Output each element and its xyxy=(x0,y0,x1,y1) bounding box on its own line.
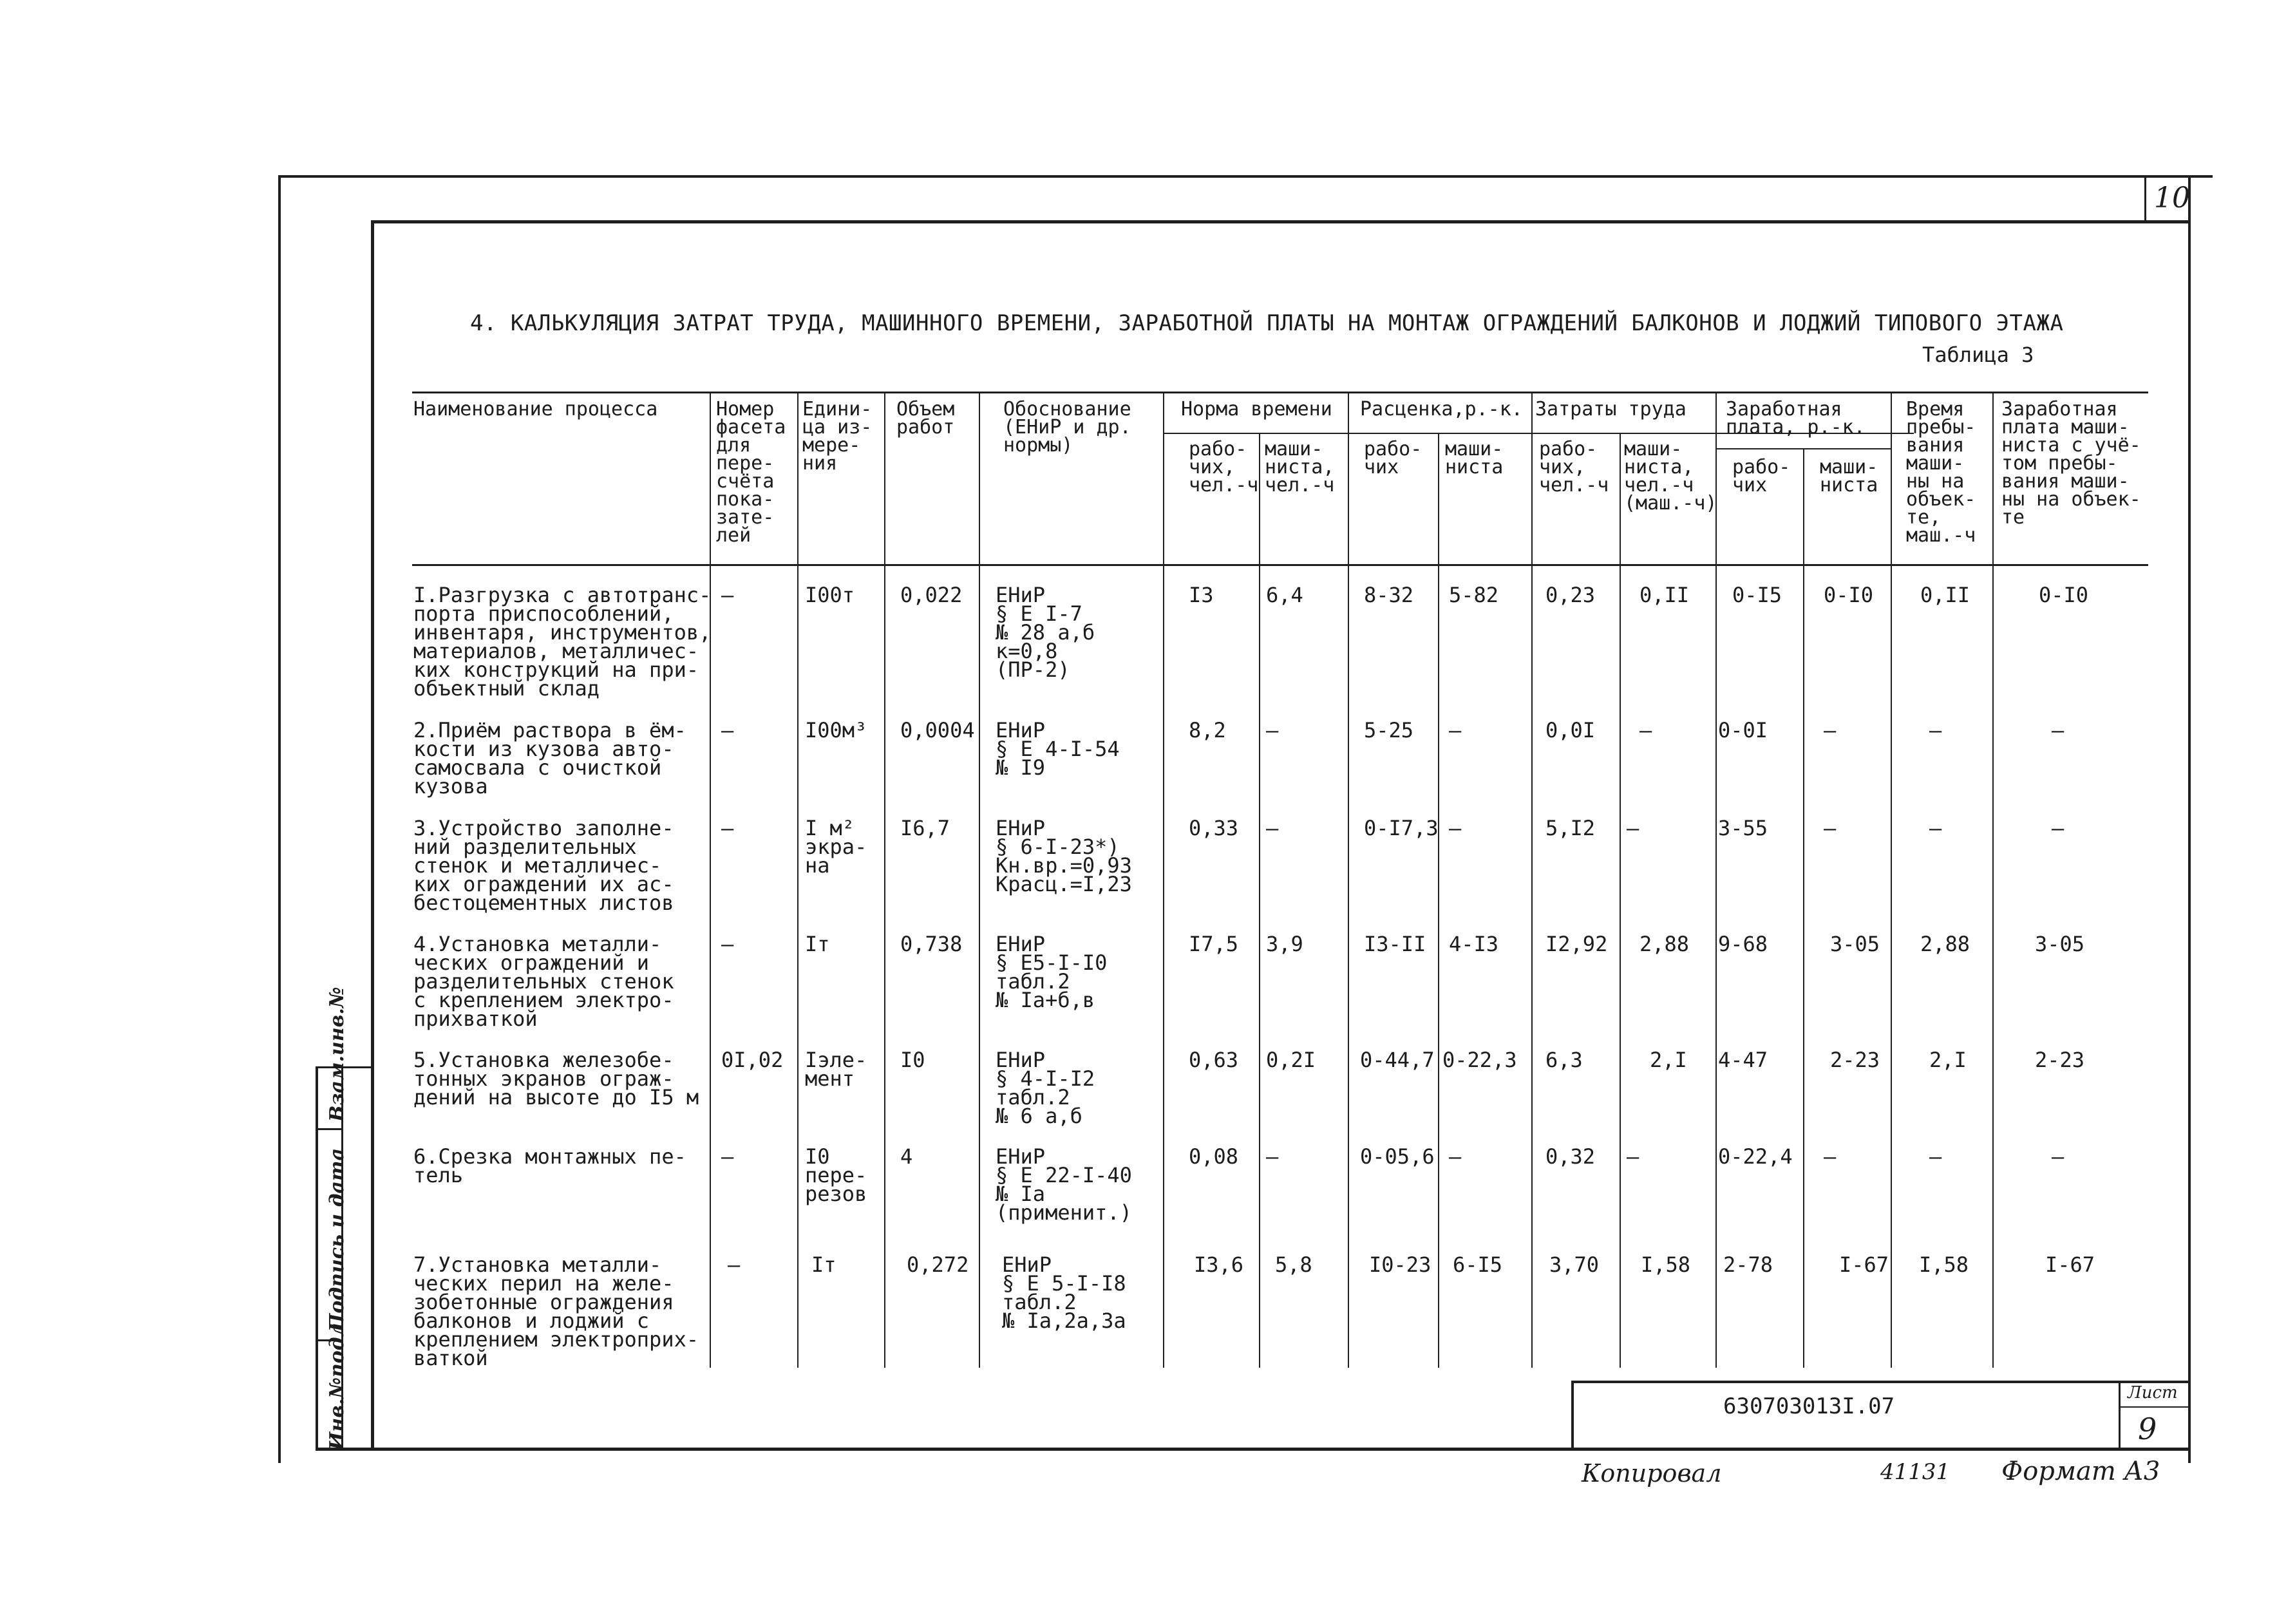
cell-machine-time: 2,I xyxy=(1929,1048,1967,1072)
cell-process: 5.Установка железобе- тонных экранов ограж- дений на высоте до I5 м xyxy=(413,1048,699,1109)
col-line-10 xyxy=(1620,433,1621,1368)
cell-salary-machinist: 3-05 xyxy=(1830,932,1880,956)
cell-rate-workers: 8-32 xyxy=(1364,583,1414,607)
header-salary-group: Заработная плата, р.-к. xyxy=(1726,398,1866,439)
cell-machine-time: – xyxy=(1929,816,1942,840)
cell-salary-workers: 3-55 xyxy=(1718,816,1768,840)
stamp-left xyxy=(316,1066,318,1450)
cell-labor-workers: 0,0I xyxy=(1545,718,1596,742)
cell-unit: Iт xyxy=(805,932,830,956)
header-volume: Объем работ xyxy=(896,398,955,439)
cell-facet: – xyxy=(721,1144,734,1169)
col-line-12 xyxy=(1803,448,1804,1368)
cell-facet: – xyxy=(728,1252,741,1277)
cell-machine-time: 2,88 xyxy=(1920,932,1970,956)
cell-salary-workers: 2-78 xyxy=(1723,1252,1773,1277)
cell-rate-machinist: – xyxy=(1449,816,1462,840)
cell-norm-workers: 0,33 xyxy=(1189,816,1239,840)
cell-facet: – xyxy=(721,583,734,607)
col-line-11 xyxy=(1715,392,1717,1368)
cell-process: 2.Приём раствора в ём- кости из кузова авто- самосвала с очисткой кузова xyxy=(413,718,686,798)
cell-unit: Iт xyxy=(811,1252,836,1277)
cell-norm-workers: I3,6 xyxy=(1194,1252,1244,1277)
header-rate-group: Расценка,р.-к. xyxy=(1360,398,1523,420)
cell-rate-machinist: 5-82 xyxy=(1449,583,1499,607)
titleblock-sheet-divider xyxy=(2119,1381,2121,1450)
cell-volume: I6,7 xyxy=(900,816,950,840)
header-basis: Обоснование (ЕНиР и др. нормы) xyxy=(1003,398,1131,457)
cell-rate-workers: I3-II xyxy=(1364,932,1426,956)
cell-machine-salary: 3-05 xyxy=(2035,932,2085,956)
cell-labor-workers: 6,3 xyxy=(1545,1048,1583,1072)
page-number-box-left xyxy=(2144,175,2146,222)
col-line-14 xyxy=(1992,392,1994,1368)
outer-frame-right xyxy=(2188,175,2191,1463)
stamp-replaced-inv: Взам.инв.№ xyxy=(326,987,348,1122)
cell-rate-workers: 0-I7,3 xyxy=(1364,816,1439,840)
cell-basis: ЕНиР § Е 4-I-54 № I9 xyxy=(996,718,1120,780)
stamp-signature-date: Подпись и дата xyxy=(326,1147,348,1332)
header-labor-machinist: маши- ниста, чел.-ч (маш.-ч) xyxy=(1624,438,1717,515)
table-top-rule xyxy=(412,392,2148,393)
inner-frame-top xyxy=(371,220,2188,223)
cell-salary-machinist: – xyxy=(1824,1144,1837,1169)
titleblock-top xyxy=(1571,1381,2189,1383)
header-facet: Номер фасета для пере- счёта пока- зате- лей xyxy=(716,398,786,547)
cell-salary-machinist: – xyxy=(1824,816,1837,840)
col-line-4 xyxy=(979,392,980,1368)
cell-unit: I0 пере- резов xyxy=(805,1144,867,1206)
col-line-1 xyxy=(710,392,711,1368)
header-norm-machinist: маши- ниста, чел.-ч xyxy=(1265,438,1335,496)
cell-rate-machinist: – xyxy=(1449,718,1462,742)
cell-salary-workers: 4-47 xyxy=(1718,1048,1768,1072)
header-labor-group: Затраты труда xyxy=(1535,398,1686,420)
cell-labor-machinist: 2,I xyxy=(1650,1048,1687,1072)
header-rate-workers: рабо- чих xyxy=(1364,438,1422,478)
copied-by: Копировал xyxy=(1582,1459,1722,1487)
cell-machine-salary: – xyxy=(2052,718,2064,742)
cell-labor-machinist: I,58 xyxy=(1641,1252,1691,1277)
cell-labor-machinist: – xyxy=(1627,1144,1639,1169)
cell-norm-machinist: – xyxy=(1266,718,1279,742)
cell-machine-time: I,58 xyxy=(1919,1252,1969,1277)
cell-machine-salary: I-67 xyxy=(2045,1252,2095,1277)
cell-volume: I0 xyxy=(900,1048,925,1072)
cell-norm-workers: 8,2 xyxy=(1189,718,1226,742)
cell-rate-machinist: 6-I5 xyxy=(1453,1252,1503,1277)
cell-process: I.Разгрузка с автотранс- порта приспособлений, инвентаря, инструментов, материалов, металличес- ких конструкций на при- объектный склад xyxy=(413,583,712,701)
cell-labor-machinist: 2,88 xyxy=(1639,932,1690,956)
stamp-divider-1 xyxy=(316,1128,343,1130)
header-norm-group: Норма времени xyxy=(1181,398,1332,420)
cell-process: 6.Срезка монтажных пе- тель xyxy=(413,1144,686,1187)
cell-norm-machinist: – xyxy=(1266,816,1279,840)
cell-unit: I00м³ xyxy=(805,718,867,742)
cell-basis: ЕНиР § Е 22-I-40 № Iа (применит.) xyxy=(996,1144,1132,1225)
cell-unit: I м² экра- на xyxy=(805,816,867,878)
paper-format: Формат А3 xyxy=(2001,1457,2160,1486)
cell-rate-machinist: – xyxy=(1449,1144,1462,1169)
cell-norm-workers: I3 xyxy=(1189,583,1214,607)
cell-norm-workers: 0,63 xyxy=(1189,1048,1239,1072)
table-label: Таблица 3 xyxy=(1922,343,2034,367)
inner-frame-bottom xyxy=(316,1448,2189,1451)
header-process: Наименование процесса xyxy=(413,398,658,420)
col-line-3 xyxy=(884,392,885,1368)
cell-salary-machinist: 2-23 xyxy=(1830,1048,1880,1072)
sheet-number: 9 xyxy=(2138,1412,2157,1446)
cell-basis: ЕНиР § Е5-I-I0 табл.2 № Iа+б,в xyxy=(996,932,1108,1012)
cell-process: 3.Устройство заполне- ний разделительных стенок и металличес- ких ограждений их ас- бестоцементных листов xyxy=(413,816,674,915)
header-rate-machinist: маши- ниста xyxy=(1445,438,1504,478)
header-salary-workers: рабо- чих xyxy=(1732,456,1791,496)
cell-facet: – xyxy=(721,718,734,742)
outer-frame-top xyxy=(278,175,2213,178)
cell-norm-machinist: – xyxy=(1266,1144,1279,1169)
titleblock-left xyxy=(1571,1381,1574,1450)
sheet-label: Лист xyxy=(2128,1383,2178,1402)
stamp-inv-original: Инв.№подл. xyxy=(326,1316,348,1450)
cell-volume: 0,022 xyxy=(900,583,963,607)
header-salary-machinist: маши- ниста xyxy=(1820,456,1878,496)
cell-facet: – xyxy=(721,932,734,956)
cell-labor-workers: 3,70 xyxy=(1549,1252,1600,1277)
header-machine-salary: Заработная плата маши- ниста с учё- том пребы- вания маши- ны на объек- те xyxy=(2001,398,2141,529)
cell-norm-machinist: 0,2I xyxy=(1266,1048,1316,1072)
cell-volume: 0,272 xyxy=(907,1252,969,1277)
cell-machine-salary: 0-I0 xyxy=(2039,583,2089,607)
cell-machine-salary: – xyxy=(2052,816,2064,840)
cell-salary-workers: 0-22,4 xyxy=(1718,1144,1793,1169)
cell-norm-workers: 0,08 xyxy=(1189,1144,1239,1169)
col-line-5 xyxy=(1163,392,1164,1368)
col-line-7 xyxy=(1348,392,1349,1368)
cell-facet: 0I,02 xyxy=(721,1048,784,1072)
header-labor-workers: рабо- чих, чел.-ч xyxy=(1539,438,1609,496)
cell-rate-workers: 0-44,7 xyxy=(1360,1048,1435,1072)
cell-process: 7.Установка металли- ческих перил на желе- зобетонные ограждения балконов и лоджий с креплением электроприх- ваткой xyxy=(413,1252,699,1370)
cell-machine-time: – xyxy=(1929,718,1942,742)
cell-rate-workers: 5-25 xyxy=(1364,718,1414,742)
cell-norm-machinist: 3,9 xyxy=(1266,932,1303,956)
cell-salary-machinist: – xyxy=(1824,718,1837,742)
cell-machine-salary: – xyxy=(2052,1144,2064,1169)
order-number: 41131 xyxy=(1880,1459,1951,1485)
document-code: 630703013I.07 xyxy=(1723,1393,1895,1419)
cell-unit: I00т xyxy=(805,583,855,607)
titleblock-sheet-rule xyxy=(2119,1406,2189,1408)
cell-basis: ЕНиР § 6-I-23*) Кн.вр.=0,93 Красц.=I,23 xyxy=(996,816,1132,896)
cell-basis: ЕНиР § Е I-7 № 28 а,б к=0,8 (ПР-2) xyxy=(996,583,1095,682)
cell-salary-machinist: I-67 xyxy=(1839,1252,1889,1277)
col-line-6 xyxy=(1259,433,1260,1368)
cell-rate-workers: 0-05,6 xyxy=(1360,1144,1435,1169)
col-line-13 xyxy=(1891,392,1892,1368)
cell-rate-workers: I0-23 xyxy=(1369,1252,1431,1277)
cell-norm-workers: I7,5 xyxy=(1189,932,1239,956)
header-machine-time: Время пребы- вания маши- ны на объек- те, маш.-ч xyxy=(1906,398,1976,547)
cell-salary-workers: 0-I5 xyxy=(1732,583,1782,607)
cell-machine-salary: 2-23 xyxy=(2035,1048,2085,1072)
outer-frame-left xyxy=(278,175,281,1463)
col-line-2 xyxy=(797,392,798,1368)
cell-volume: 0,0004 xyxy=(900,718,975,742)
header-unit: Едини- ца из- мере- ния xyxy=(802,398,873,475)
cell-labor-workers: 0,23 xyxy=(1545,583,1596,607)
cell-norm-machinist: 6,4 xyxy=(1266,583,1303,607)
inner-frame-left xyxy=(371,220,374,1450)
cell-labor-workers: I2,92 xyxy=(1545,932,1608,956)
table-header-bottom-rule xyxy=(412,564,2148,566)
cell-salary-workers: 9-68 xyxy=(1718,932,1768,956)
cell-facet: – xyxy=(721,816,734,840)
cell-volume: 0,738 xyxy=(900,932,963,956)
cell-machine-time: – xyxy=(1929,1144,1942,1169)
cell-basis: ЕНиР § Е 5-I-I8 табл.2 № Iа,2а,3а xyxy=(1002,1252,1126,1333)
cell-labor-machinist: 0,II xyxy=(1639,583,1690,607)
cell-unit: Iэле- мент xyxy=(805,1048,867,1091)
cell-volume: 4 xyxy=(900,1144,913,1169)
col-line-8 xyxy=(1438,433,1439,1368)
col-line-9 xyxy=(1531,392,1533,1368)
cell-salary-machinist: 0-I0 xyxy=(1824,583,1874,607)
page-title: 4. КАЛЬКУЛЯЦИЯ ЗАТРАТ ТРУДА, МАШИННОГО ВРЕМЕНИ, ЗАРАБОТНОЙ ПЛАТЫ НА МОНТАЖ ОГРАЖДЕНИЙ БАЛКОНОВ И ЛОДЖИЙ ТИПОВОГО ЭТАЖА xyxy=(470,310,2064,336)
cell-process: 4.Установка металли- ческих ограждений и разделительных стенок с креплением электро- прихваткой xyxy=(413,932,674,1031)
page-number-top: 10 xyxy=(2154,182,2190,214)
cell-labor-workers: 0,32 xyxy=(1545,1144,1596,1169)
cell-labor-workers: 5,I2 xyxy=(1545,816,1596,840)
cell-rate-machinist: 0-22,3 xyxy=(1442,1048,1517,1072)
cell-basis: ЕНиР § 4-I-I2 табл.2 № 6 а,б xyxy=(996,1048,1095,1128)
cell-labor-machinist: – xyxy=(1627,816,1639,840)
cell-labor-machinist: – xyxy=(1639,718,1652,742)
header-norm-workers: рабо- чих, чел.-ч xyxy=(1189,438,1259,496)
cell-machine-time: 0,II xyxy=(1920,583,1970,607)
cell-salary-workers: 0-0I xyxy=(1718,718,1768,742)
cell-norm-machinist: 5,8 xyxy=(1275,1252,1312,1277)
cell-rate-machinist: 4-I3 xyxy=(1449,932,1499,956)
